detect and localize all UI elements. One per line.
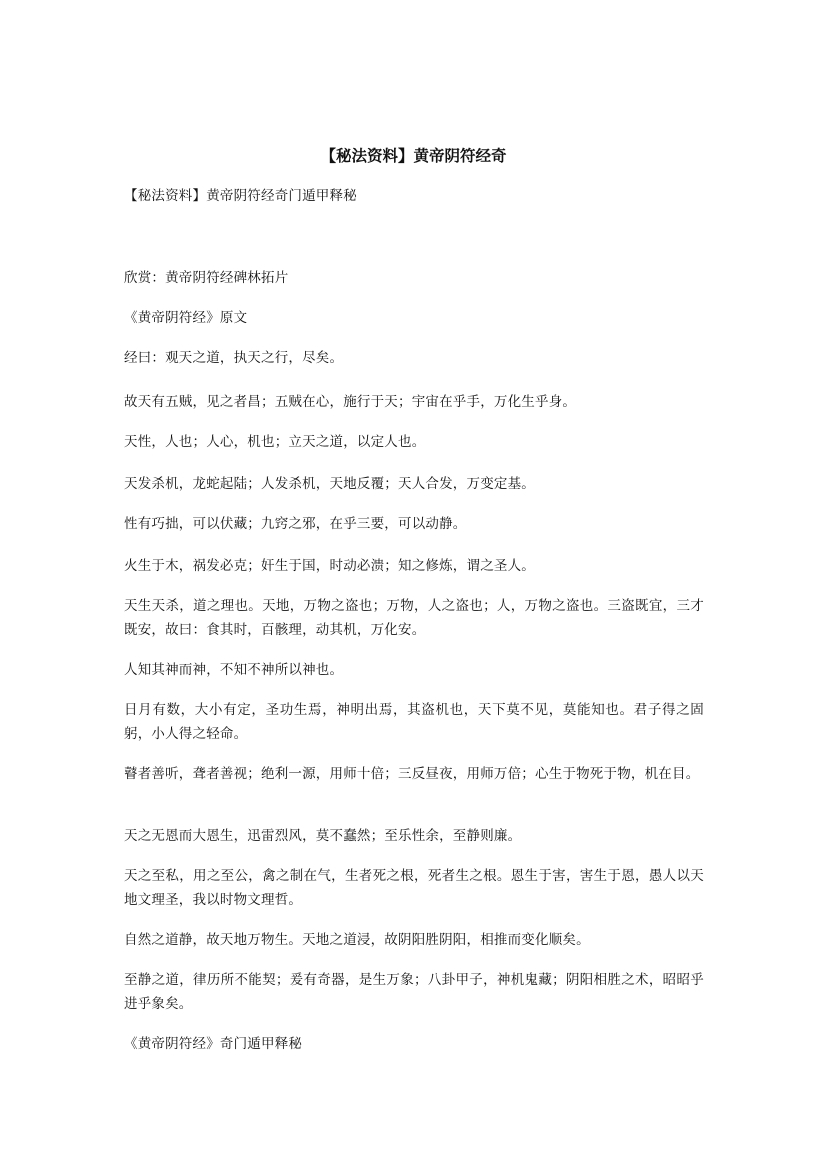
paragraph: 人知其神而神，不知不神所以神也。 — [124, 662, 344, 678]
paragraph: 天之至私，用之至公，禽之制在气，生者死之根，死者生之根。恩生于害，害生于恩，愚人以天地文理圣，我以时物文理哲。 — [124, 868, 704, 908]
paragraph: 至静之道，律历所不能契；爰有奇器，是生万象；八卦甲子，神机鬼藏；阴阳相胜之术，昭昭乎进乎象矣。 — [124, 972, 704, 1012]
paragraph: 自然之道静，故天地万物生。天地之道浸，故阴阳胜阴阳，相推而变化顺矣。 — [124, 932, 590, 948]
section-heading-paragraph: 《黄帝阴符经》奇门遁甲释秘 — [124, 1036, 303, 1052]
paragraph: 天性，人也；人心，机也；立天之道，以定人也。 — [124, 434, 426, 450]
document-title: 【秘法资料】黄帝阴符经奇 — [320, 146, 507, 165]
subtitle-paragraph: 【秘法资料】黄帝阴符经奇门遁甲释秘 — [124, 188, 357, 204]
paragraph-original-text-heading: 《黄帝阴符经》原文 — [124, 310, 248, 326]
paragraph-appreciation: 欣赏：黄帝阴符经碑林拓片 — [124, 270, 289, 286]
paragraph: 天发杀机，龙蛇起陆；人发杀机，天地反覆；天人合发，万变定基。 — [124, 476, 535, 492]
paragraph: 性有巧拙，可以伏藏；九窍之邪，在乎三要，可以动静。 — [124, 516, 467, 532]
paragraph: 天生天杀，道之理也。天地，万物之盗也；万物，人之盗也；人，万物之盗也。三盗既宜，三才既安，故曰：食其时，百骸理，动其机，万化安。 — [124, 598, 704, 638]
paragraph: 天之无恩而大恩生，迅雷烈风，莫不蠢然；至乐性余，至静则廉。 — [124, 828, 522, 844]
paragraph: 日月有数，大小有定，圣功生焉，神明出焉，其盗机也，天下莫不见，莫能知也。君子得之固躬，小人得之轻命。 — [124, 702, 704, 742]
paragraph: 经曰：观天之道，执天之行，尽矣。 — [124, 350, 344, 366]
paragraph: 故天有五贼，见之者昌；五贼在心，施行于天；宇宙在乎手，万化生乎身。 — [124, 394, 577, 410]
paragraph: 瞽者善听，聋者善视；绝利一源，用师十倍；三反昼夜，用师万倍；心生于物死于物，机在目。 — [124, 766, 700, 782]
paragraph: 火生于木，祸发必克；奸生于国，时动必溃；知之修炼，谓之圣人。 — [124, 558, 535, 574]
